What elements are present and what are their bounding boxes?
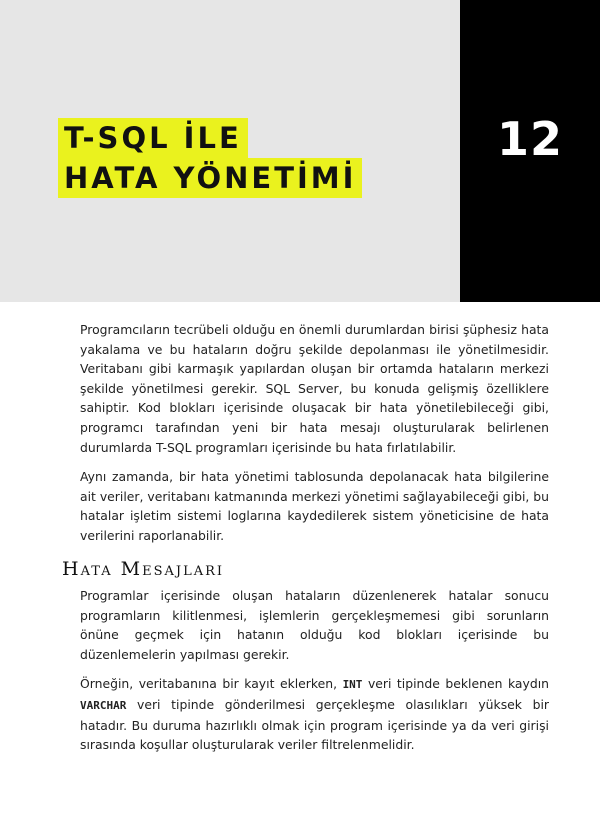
keyword-varchar: VARCHAR	[80, 698, 127, 712]
section-paragraph-2	[80, 674, 549, 754]
section-paragraph-1: Programlar içerisinde oluşan hataların düzenlenerek hatalar sonucu programların kilitlenmesi, işlemlerin gerçekleşmemesi gibi sorunların önüne geçmek için hatanın olduğu kod blokları içerisinde bu düzenlemelerin yapılması gerekir.	[80, 588, 549, 662]
section-heading: Hata Mesajları	[62, 558, 225, 580]
section-text	[80, 586, 549, 765]
chapter-number-box	[460, 0, 600, 302]
intro-text	[80, 320, 549, 556]
chapter-title-line-2: HATA YÖNETİMİ	[58, 158, 362, 198]
chapter-number: 12	[496, 112, 563, 166]
section-paragraph-2-text-b: veri tipinde beklenen kaydın	[362, 676, 549, 692]
section-paragraph-2-text-c: veri tipinde gönderilmesi gerçekleşme olasılıkları yüksek bir hatadır. Bu duruma hazırlıklı olmak için program içerisinde ya da veri girişi sırasında koşullar oluşturularak veriler filtrelenmelidir.	[80, 696, 549, 753]
chapter-title	[58, 118, 362, 198]
intro-paragraph-1: Programcıların tecrübeli olduğu en önemli durumlardan birisi şüphesiz hata yakalama ve bu hataların doğru şekilde depolanması ile yönetilmesidir. Veritabanı gibi karmaşık yapılardan oluşan bir ortamda hataların merkezi şekilde yönetilmesi gerekir. SQL Server, bu konuda gelişmiş özelliklere sahiptir. Kod blokları içerisinde oluşacak bir hata yönetilebileceği gibi, programcı tarafından yeni bir hata mesajı oluşturularak belirlenen durumlarda T-SQL programları içerisinde bu hata fırlatılabilir.	[80, 322, 549, 455]
keyword-int: INT	[342, 678, 363, 692]
section-paragraph-2-text-a: Örneğin, veritabanına bir kayıt eklerken,	[80, 676, 343, 692]
chapter-title-line-1: T-SQL İLE	[58, 118, 248, 158]
intro-paragraph-2: Aynı zamanda, bir hata yönetimi tablosunda depolanacak hata bilgilerine ait veriler, veritabanı katmanında merkezi yönetimi sağlayabileceği gibi, bu hatalar işletim sistemi loglarına kaydedilerek sistem yöneticisine de hata verilerini raporlanabilir.	[80, 469, 549, 543]
